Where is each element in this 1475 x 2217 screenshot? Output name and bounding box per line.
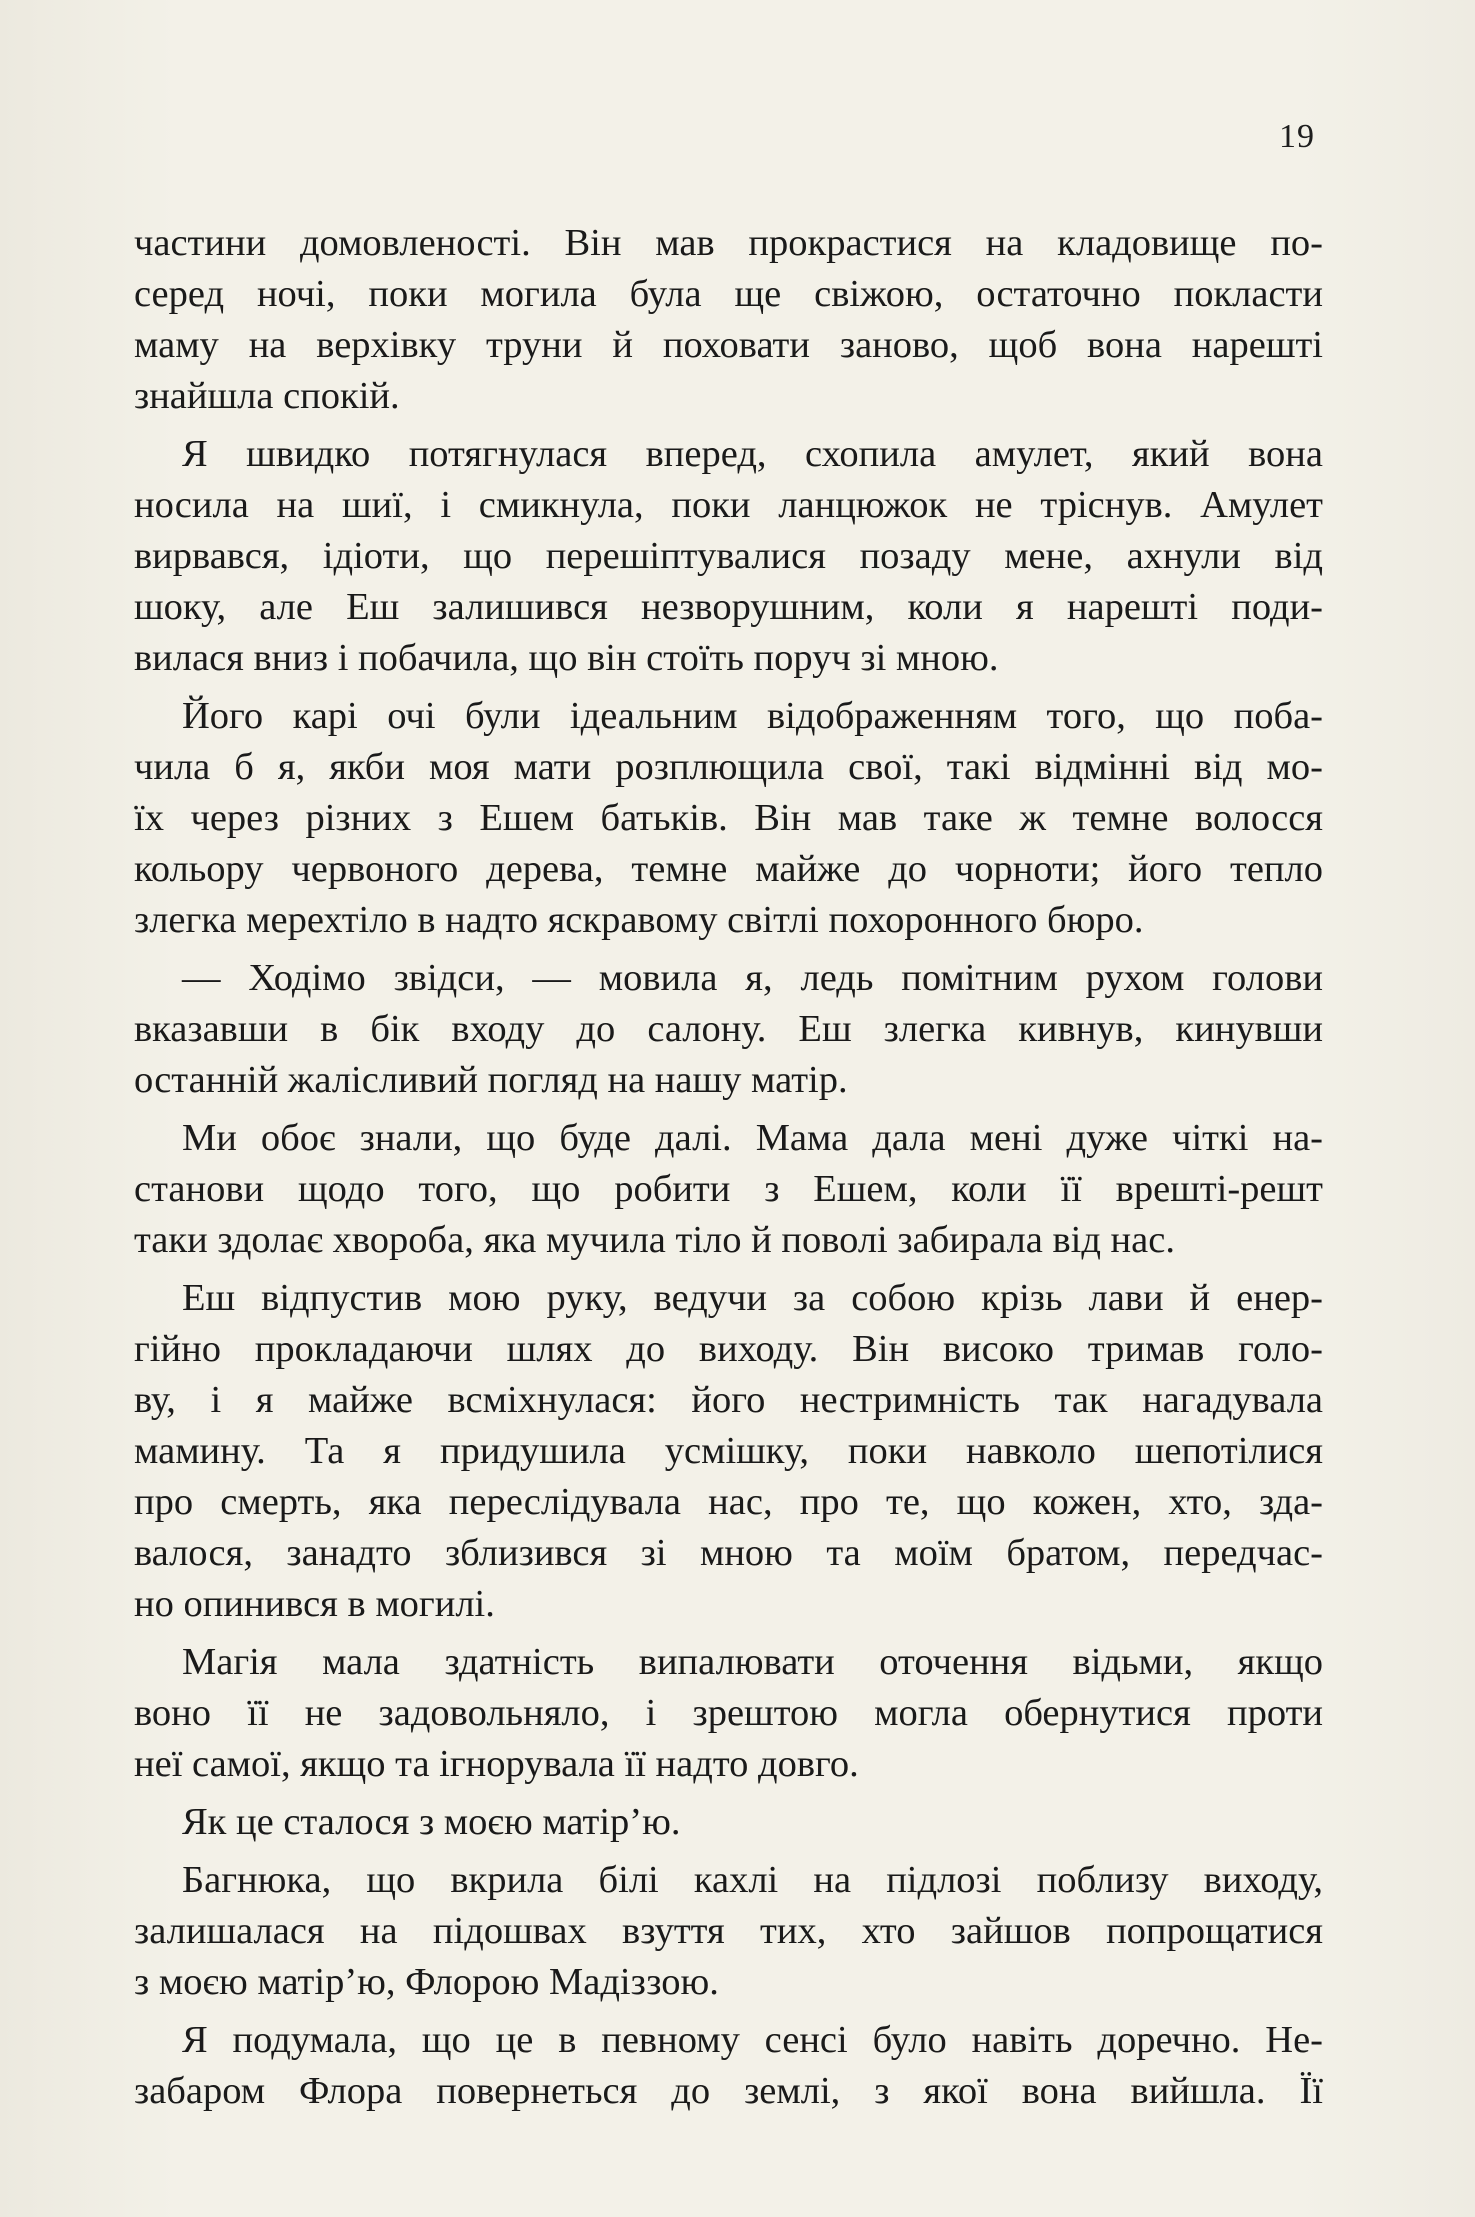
paragraph (134, 2015, 1323, 2117)
text-line: но опинився в могилі. (134, 1583, 495, 1625)
paragraph (134, 691, 1323, 946)
text-line: знайшла спокій. (134, 375, 400, 417)
paragraph (134, 218, 1323, 422)
text-line: мамину. Та я придушила усмішку, поки навколо шепотілися (134, 1430, 1323, 1472)
paragraph (134, 1273, 1323, 1630)
page-number: 19 (1279, 118, 1315, 155)
text-line: носила на шиї, і смикнула, поки ланцюжок не тріснув. Амулет (134, 484, 1323, 526)
text-line: ву, і я майже всміхнулася: його нестримність так нагадувала (134, 1379, 1323, 1421)
text-line: маму на верхівку труни й поховати заново, щоб вона нарешті (134, 324, 1323, 366)
text-line: Еш відпустив мою руку, ведучи за собою крізь лави й енер- (182, 1277, 1323, 1319)
text-line: їх через різних з Ешем батьків. Він мав таке ж темне волосся (134, 797, 1323, 839)
text-line: Магія мала здатність випалювати оточення відьми, якщо (182, 1641, 1323, 1683)
text-line: Як це сталося з моєю матір’ю. (182, 1801, 681, 1843)
paragraph (134, 429, 1323, 684)
text-line: Ми обоє знали, що буде далі. Мама дала мені дуже чіткі на- (182, 1117, 1323, 1159)
paragraph (134, 1113, 1323, 1266)
text-line: кольору червоного дерева, темне майже до чорноти; його тепло (134, 848, 1323, 890)
text-line: Його карі очі були ідеальним відображенням того, що поба- (182, 695, 1323, 737)
text-line: залишалася на підошвах взуття тих, хто зайшов попрощатися (134, 1910, 1323, 1952)
text-line: останній жалісливий погляд на нашу матір. (134, 1059, 848, 1101)
text-line: серед ночі, поки могила була ще свіжою, остаточно покласти (134, 273, 1323, 315)
paragraph (134, 953, 1323, 1106)
text-line: валося, занадто зблизився зі мною та моїм братом, передчас- (134, 1532, 1323, 1574)
paragraph (134, 1855, 1323, 2008)
text-line: воно її не задовольняло, і зрештою могла обернутися проти (134, 1692, 1323, 1734)
paragraph (134, 1637, 1323, 1790)
text-line: вирвався, ідіоти, що перешіптувалися позаду мене, ахнули від (134, 535, 1323, 577)
text-line: вилася вниз і побачила, що він стоїть поруч зі мною. (134, 637, 999, 679)
text-line: злегка мерехтіло в надто яскравому світлі похоронного бюро. (134, 899, 1144, 941)
text-line: — Ходімо звідси, — мовила я, ледь помітним рухом голови (182, 957, 1323, 999)
text-line: шоку, але Еш залишився незворушним, коли я нарешті поди- (134, 586, 1323, 628)
text-line: про смерть, яка переслідувала нас, про те, що кожен, хто, зда- (134, 1481, 1323, 1523)
body-text (134, 218, 1323, 2124)
text-line: таки здолає хвороба, яка мучила тіло й поволі забирала від нас. (134, 1219, 1175, 1261)
text-line: Я подумала, що це в певному сенсі було навіть доречно. Не- (182, 2019, 1323, 2061)
text-line: неї самої, якщо та ігнорувала її надто довго. (134, 1743, 859, 1785)
text-line: Багнюка, що вкрила білі кахлі на підлозі поблизу виходу, (182, 1859, 1323, 1901)
text-line: станови щодо того, що робити з Ешем, коли її врешті-решт (134, 1168, 1323, 1210)
text-line: гійно прокладаючи шлях до виходу. Він високо тримав голо- (134, 1328, 1323, 1370)
text-line: вказавши в бік входу до салону. Еш злегка кивнув, кинувши (134, 1008, 1323, 1050)
text-line: з моєю матір’ю, Флорою Мадіззою. (134, 1961, 719, 2003)
text-line: забаром Флора повернеться до землі, з якої вона вийшла. Її (134, 2070, 1323, 2112)
text-line: чила б я, якби моя мати розплющила свої, такі відмінні від мо- (134, 746, 1323, 788)
text-line: Я швидко потягнулася вперед, схопила амулет, який вона (182, 433, 1323, 475)
text-line: частини домовленості. Він мав прокрастися на кладовище по- (134, 222, 1323, 264)
paragraph (134, 1797, 1323, 1848)
